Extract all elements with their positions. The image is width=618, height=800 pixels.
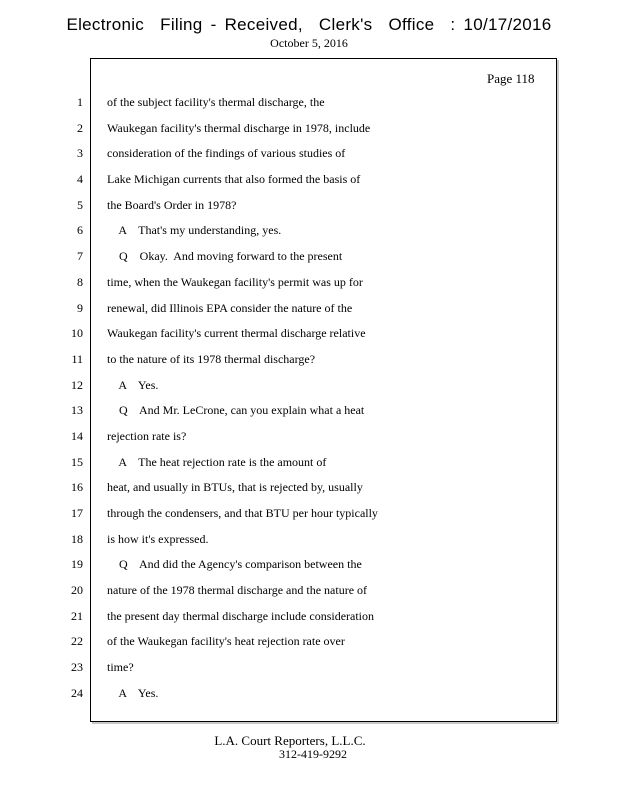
line-text: of the subject facility's thermal discharge, the <box>107 95 325 109</box>
transcript-line <box>0 527 618 553</box>
line-number: 4 <box>77 172 83 187</box>
line-text: through the condensers, and that BTU per hour typically <box>107 506 378 520</box>
court-reporter-phone: 312-419-9292 <box>279 747 347 761</box>
electronic-filing-stamp: Electronic Filing - Received, Clerk's Office : 10/17/2016 <box>66 15 552 34</box>
transcript-lines <box>0 90 618 707</box>
line-text: the Board's Order in 1978? <box>107 197 237 212</box>
line-text: Q And did the Agency's comparison between the <box>107 557 362 572</box>
line-text: time, when the Waukegan facility's permit was up for <box>107 274 363 289</box>
line-text: Waukegan facility's thermal discharge in 1978, include <box>107 120 371 135</box>
line-number: 17 <box>71 506 83 520</box>
line-number: 23 <box>71 660 83 675</box>
line-number: 7 <box>77 249 83 264</box>
line-text: Waukegan facility's current thermal discharge relative <box>107 326 366 341</box>
line-number: 19 <box>71 557 83 572</box>
line-text: A Yes. <box>107 377 159 392</box>
transcript-line <box>0 90 618 116</box>
line-text: Q And Mr. LeCrone, can you explain what a heat <box>107 403 365 418</box>
line-number: 15 <box>71 454 83 469</box>
hearing-date: October 5, 2016 <box>270 36 348 50</box>
line-number: 13 <box>71 403 83 418</box>
line-number: 24 <box>71 685 83 700</box>
transcript-line <box>0 424 618 450</box>
line-text: to the nature of its 1978 thermal discharge? <box>107 351 316 366</box>
line-number: 18 <box>71 531 83 546</box>
transcript-line <box>0 475 618 501</box>
transcript-line <box>0 116 618 142</box>
transcript-line <box>0 655 618 681</box>
transcript-line <box>0 193 618 219</box>
line-number: 21 <box>71 608 83 623</box>
transcript-line <box>0 681 618 707</box>
transcript-line <box>0 347 618 373</box>
line-text: A That's my understanding, yes. <box>107 223 282 238</box>
transcript-line <box>0 373 618 399</box>
line-number: 10 <box>71 326 83 341</box>
line-text: A Yes. <box>107 685 159 700</box>
line-text: time? <box>107 660 134 675</box>
line-text: Lake Michigan currents that also formed the basis of <box>107 172 361 187</box>
line-text: the present day thermal discharge include consideration <box>107 608 375 623</box>
transcript-line <box>0 167 618 193</box>
line-text: of the Waukegan facility's heat rejection rate over <box>107 634 345 649</box>
transcript-line <box>0 296 618 322</box>
line-text: is how it's expressed. <box>107 531 209 546</box>
court-reporter-company: L.A. Court Reporters, L.L.C. <box>214 733 366 748</box>
line-text: nature of the 1978 thermal discharge and the nature of <box>107 583 368 598</box>
line-text: rejection rate is? <box>107 428 187 443</box>
transcript-line <box>0 270 618 296</box>
line-number: 22 <box>71 634 83 649</box>
transcript-line <box>0 578 618 604</box>
line-number: 5 <box>77 197 83 212</box>
transcript-line <box>0 218 618 244</box>
transcript-line <box>0 604 618 630</box>
transcript-line <box>0 450 618 476</box>
transcript-line <box>0 552 618 578</box>
line-number: 2 <box>77 120 83 135</box>
line-text: heat, and usually in BTUs, that is rejected by, usually <box>107 480 363 495</box>
line-text: A The heat rejection rate is the amount of <box>107 454 327 469</box>
line-number: 11 <box>71 351 83 366</box>
transcript-line <box>0 244 618 270</box>
line-number: 1 <box>77 95 83 109</box>
transcript-line <box>0 141 618 167</box>
line-text: Q Okay. And moving forward to the present <box>107 249 343 264</box>
page-number: Page 118 <box>487 71 535 86</box>
line-number: 9 <box>77 300 83 315</box>
transcript-line <box>0 629 618 655</box>
transcript-line <box>0 398 618 424</box>
line-number: 16 <box>71 480 83 495</box>
line-text: renewal, did Illinois EPA consider the nature of the <box>107 300 353 315</box>
line-number: 14 <box>71 428 83 443</box>
line-number: 6 <box>77 223 83 238</box>
line-number: 8 <box>77 274 83 289</box>
line-number: 12 <box>71 377 83 392</box>
transcript-line <box>0 321 618 347</box>
transcript-line <box>0 501 618 527</box>
line-number: 20 <box>71 583 83 598</box>
line-text: consideration of the findings of various studies of <box>107 146 346 161</box>
line-number: 3 <box>77 146 83 161</box>
